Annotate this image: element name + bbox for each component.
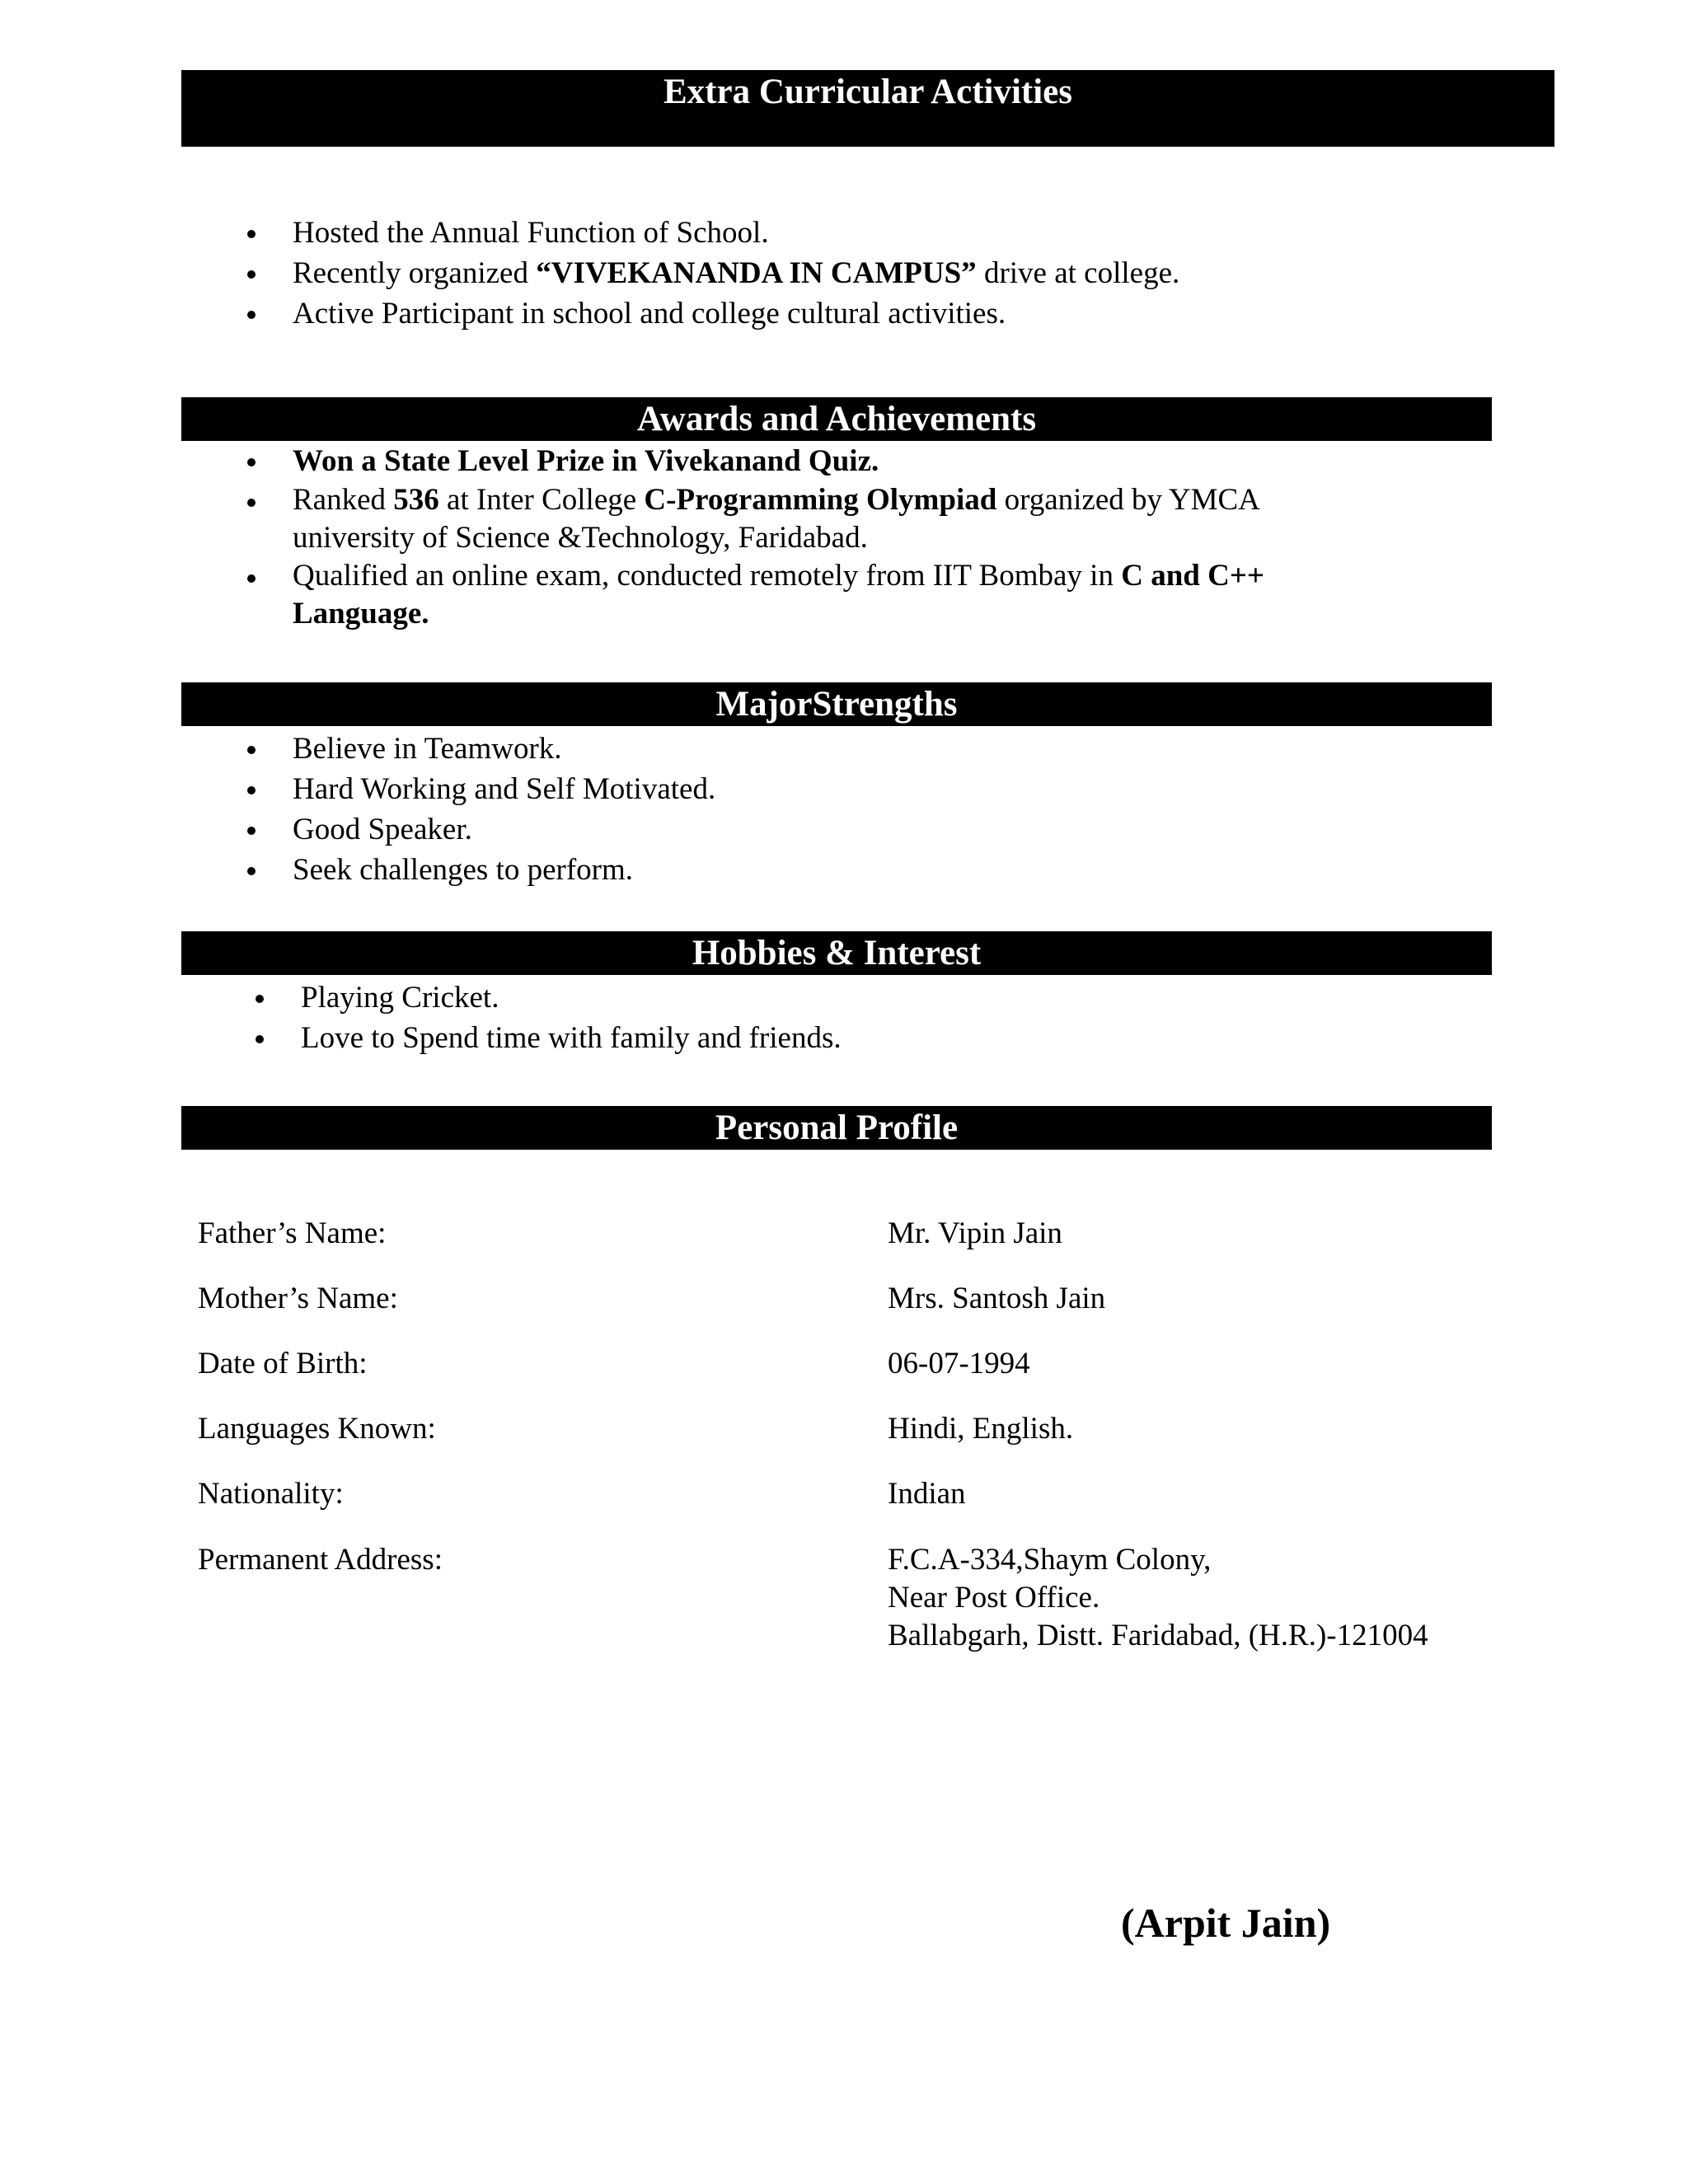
extra-curricular-list [181,213,1582,334]
list-item: Playing Cricket. [190,977,1508,1018]
list-item: Believe in Teamwork. [181,729,1500,769]
list-item: Recently organized “VIVEKANANDA IN CAMPUS” drive at college. [181,253,1582,293]
strengths-header [181,682,1492,726]
strengths-title: MajorStrengths [715,685,958,724]
strengths-list [181,729,1500,890]
awards-header [181,397,1492,441]
profile-label: Permanent Address: [198,1543,443,1577]
profile-value: F.C.A-334,Shaym Colony, [888,1543,1212,1577]
list-item: Hard Working and Self Motivated. [181,769,1500,809]
list-item: Seek challenges to perform. [181,850,1500,890]
profile-label: Mother’s Name: [198,1282,398,1315]
profile-label: Date of Birth: [198,1347,368,1380]
list-item: Active Participant in school and college cultural activities. [181,293,1582,334]
profile-label: Languages Known: [198,1412,436,1446]
awards-list [181,441,1352,633]
hobbies-header [181,931,1492,975]
extra-curricular-header [181,70,1554,147]
profile-value: Indian [888,1477,966,1511]
profile-label: Father’s Name: [198,1216,387,1250]
address-line: Near Post Office. [888,1581,1100,1615]
awards-title: Awards and Achievements [636,400,1037,438]
list-item: Ranked 536 at Inter College C-Programming Olympiad organized by YMCA university of Science &Technology, Faridabad. [181,481,1352,557]
list-item: Good Speaker. [181,809,1500,850]
profile-title: Personal Profile [715,1108,959,1147]
profile-value: 06-07-1994 [888,1347,1030,1380]
profile-value: Hindi, English. [888,1412,1074,1446]
list-item: Hosted the Annual Function of School. [181,213,1582,253]
list-item: Love to Spend time with family and friends. [190,1018,1508,1058]
hobbies-title: Hobbies & Interest [692,934,982,972]
extra-curricular-title: Extra Curricular Activities [663,73,1072,111]
hobbies-list [190,977,1508,1058]
profile-label: Nationality: [198,1477,344,1511]
list-item: Won a State Level Prize in Vivekanand Quiz. [181,441,1352,481]
signature-name: (Arpit Jain) [1121,1900,1331,1946]
profile-value: Mr. Vipin Jain [888,1216,1062,1250]
profile-header [181,1106,1492,1150]
address-line: Ballabgarh, Distt. Faridabad, (H.R.)-121004 [888,1619,1428,1652]
list-item: Qualified an online exam, conducted remotely from IIT Bombay in C and C++ Language. [181,557,1352,633]
profile-value: Mrs. Santosh Jain [888,1282,1106,1315]
